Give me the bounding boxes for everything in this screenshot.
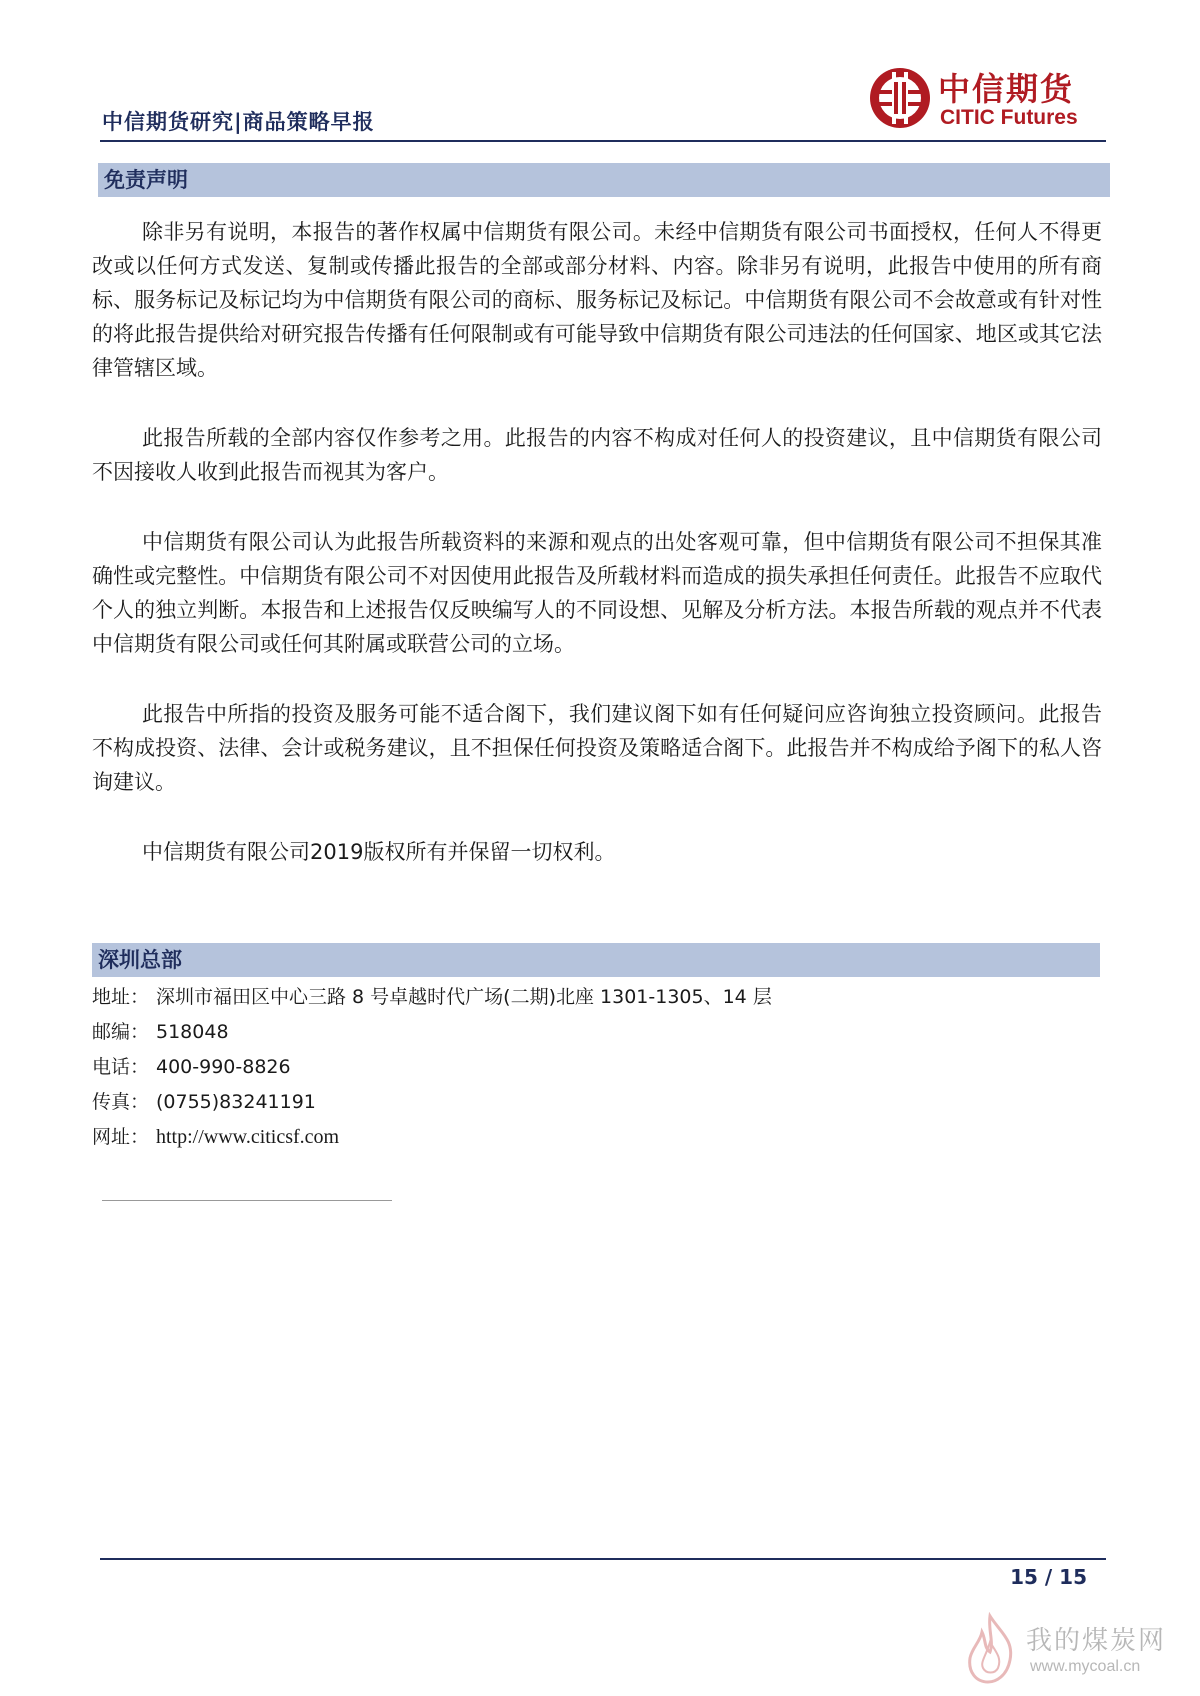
website-link[interactable]: http://www.citicsf.com <box>156 1126 340 1148</box>
headquarters-heading: 深圳总部 <box>92 943 1100 977</box>
website-row <box>92 1120 772 1155</box>
postcode-label: 邮编： <box>92 1021 150 1043</box>
disclaimer-body <box>92 215 1102 905</box>
logo-chinese-name: 中信期货 <box>938 70 1075 108</box>
page-separator: / <box>1037 1565 1060 1589</box>
watermark <box>960 1612 1190 1690</box>
fax-value: (0755)83241191 <box>156 1091 316 1113</box>
address-value: 深圳市福田区中心三路 8 号卓越时代广场(二期)北座 1301-1305、14 层 <box>156 986 772 1008</box>
phone-label: 电话： <box>92 1056 150 1078</box>
postcode-value: 518048 <box>156 1021 229 1043</box>
footer-divider <box>100 1558 1106 1560</box>
contact-info <box>92 980 772 1155</box>
report-title: 中信期货研究|商品策略早报 <box>102 110 375 134</box>
disclaimer-paragraph: 此报告所载的全部内容仅作参考之用。此报告的内容不构成对任何人的投资建议，且中信期货有限公司不因接收人收到此报告而视其为客户。 <box>92 426 1102 484</box>
logo-english-name: CITIC Futures <box>940 106 1078 129</box>
header-divider <box>100 140 1106 142</box>
citic-futures-logo <box>868 60 1098 140</box>
page-current: 15 <box>1010 1565 1038 1589</box>
address-row <box>92 980 772 1015</box>
disclaimer-paragraph: 中信期货有限公司认为此报告所载资料的来源和观点的出处客观可靠，但中信期货有限公司不担保其准确性或完整性。中信期货有限公司不对因使用此报告及所载材料而造成的损失承担任何责任。此报告不应取代个人的独立判断。本报告和上述报告仅反映编写人的不同设想、见解及分析方法。本报告所载的观点并不代表中信期货有限公司或任何其附属或联营公司的立场。 <box>92 530 1102 656</box>
watermark-en: www.mycoal.cn <box>1030 1658 1141 1675</box>
page-number <box>1010 1565 1087 1589</box>
website-label: 网址： <box>92 1126 150 1148</box>
fax-row <box>92 1085 772 1120</box>
fax-label: 传真： <box>92 1091 150 1113</box>
copyright-paragraph: 中信期货有限公司2019版权所有并保留一切权利。 <box>142 840 616 864</box>
footnote-divider <box>102 1200 392 1201</box>
citic-emblem-icon <box>868 66 932 130</box>
phone-value: 400-990-8826 <box>156 1056 291 1078</box>
watermark-cn: 我的煤炭网 <box>1026 1626 1167 1656</box>
flame-icon <box>960 1612 1020 1686</box>
disclaimer-heading: 免责声明 <box>98 163 1110 197</box>
address-label: 地址： <box>92 986 150 1008</box>
page-total: 15 <box>1059 1565 1087 1589</box>
phone-row <box>92 1050 772 1085</box>
disclaimer-paragraph: 此报告中所指的投资及服务可能不适合阁下，我们建议阁下如有任何疑问应咨询独立投资顾问。此报告不构成投资、法律、会计或税务建议，且不担保任何投资及策略适合阁下。此报告并不构成给予阁下的私人咨询建议。 <box>92 702 1102 794</box>
postcode-row <box>92 1015 772 1050</box>
disclaimer-paragraph: 除非另有说明，本报告的著作权属中信期货有限公司。未经中信期货有限公司书面授权，任何人不得更改或以任何方式发送、复制或传播此报告的全部或部分材料、内容。除非另有说明，此报告中使用的所有商标、服务标记及标记均为中信期货有限公司的商标、服务标记及标记。中信期货有限公司不会故意或有针对性的将此报告提供给对研究报告传播有任何限制或有可能导致中信期货有限公司违法的任何国家、地区或其它法律管辖区域。 <box>92 220 1102 380</box>
